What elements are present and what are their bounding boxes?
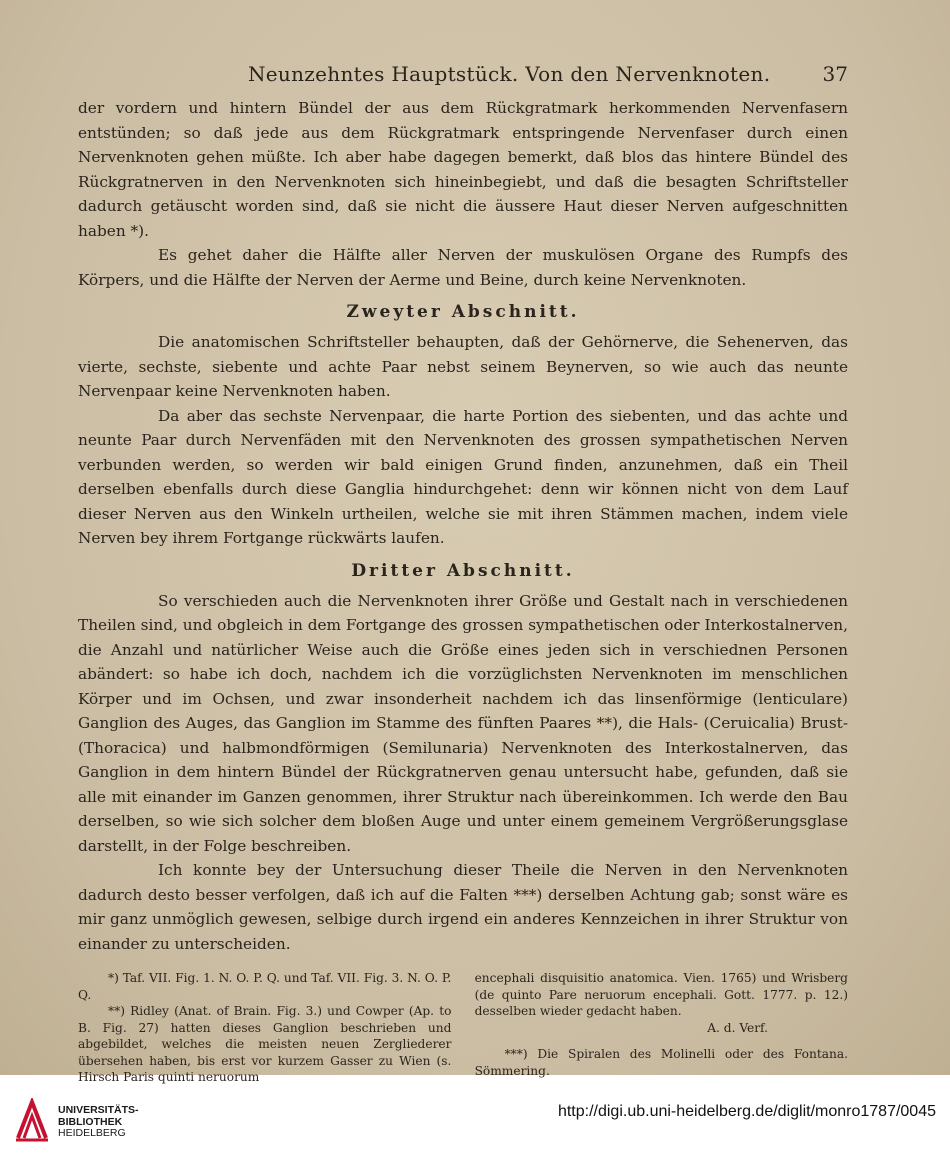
footnote-signature: A. d. Verf. xyxy=(707,1020,768,1035)
footnote-continued: encephali disquisitio anatomica. Vien. 1765) und Wrisberg (de quinto Pare neruorum encephali. Gott. 1777. p. 12.) desselben wieder gedacht haben. xyxy=(474,971,848,1018)
footnote: *) Taf. VII. Fig. 1. N. O. P. Q. und Taf. VII. Fig. 3. N. O. P. Q. xyxy=(78,971,452,1002)
footnotes-right-column xyxy=(475,970,848,1086)
source-url-link[interactable]: http://digi.ub.uni-heidelberg.de/diglit/monro1787/0045 xyxy=(557,1103,936,1120)
section-heading-2: Zweyter Abschnitt. xyxy=(346,302,580,322)
section-heading-3: Dritter Abschnitt. xyxy=(351,560,575,581)
library-seal-icon xyxy=(14,1098,50,1142)
library-logo[interactable] xyxy=(14,1098,314,1144)
paragraph: der vordern und hintern Bündel der aus dem Rückgratmark herkommenden Nervenfasern entstünden; so daß jede aus dem Rückgratmark entspringende Nervenfaser durch einen Nervenknoten gehen müßte. Ich aber habe dagegen bemerkt, daß blos das hintere Bündel des Rückgratnerven in den Nervenknoten sich hineinbegiebt, und daß die besagten Schriftsteller dadurch getäuscht worden sind, daß sie nicht die äussere Haut dieser Nerven aufgeschnitten haben *). xyxy=(78,99,848,240)
header-title: Neunzehntes Hauptstück. Von den Nervenknoten. xyxy=(248,62,771,86)
running-header xyxy=(78,58,848,96)
paragraph: Es gehet daher die Hälfte aller Nerven der muskulösen Organe des Rumpfs des Körpers, und die Hälfte der Nerven der Aerme und Beine, durch keine Nervenknoten. xyxy=(78,246,848,289)
library-name-line2: BIBLIOTHEK xyxy=(58,1115,123,1128)
library-name xyxy=(58,1105,139,1140)
paragraph: Ich konnte bey der Untersuchung dieser Theile die Nerven in den Nervenknoten dadurch desto besser verfolgen, daß ich auf die Falten ***) derselben Achtung gab; sonst wäre es mir ganz unmöglich gewesen, selbige durch irgend ein anderes Kennzeichen in ihrer Struktur von einander zu unterscheiden. xyxy=(78,861,848,953)
paragraph: Da aber das sechste Nervenpaar, die harte Portion des siebenten, und das achte und neunte Paar durch Nervenfäden mit den Nervenknoten des grossen sympathetischen Nerven verbunden werden, so werden wir bald einigen Grund finden, anzunehmen, daß ein Theil derselben ebenfalls durch diese Ganglia hindurchgehet: denn wir können nicht von dem Lauf dieser Nerven aus den Winkeln urtheilen, welche sie mit ihren Stämmen machen, indem viele Nerven bey ihrem Fortgange rückwärts laufen. xyxy=(78,406,848,547)
footnote: ***) Die Spiralen des Molinelli oder des Fontana. Sömmering. xyxy=(474,1047,848,1078)
paragraph: Die anatomischen Schriftsteller behaupten, daß der Gehörnerve, die Sehenerven, das vierte, sechste, siebente und achte Paar nebst seinem Beynerven, so wie auch das neunte Nervenpaar keine Nervenknoten haben. xyxy=(78,333,848,400)
footnotes xyxy=(78,970,848,1086)
page-content xyxy=(78,58,848,1086)
page-number: 37 xyxy=(822,62,848,86)
library-name-line3: HEIDELBERG xyxy=(58,1127,126,1139)
library-name-line1: UNIVERSITÄTS- xyxy=(58,1104,139,1116)
footnote: **) Ridley (Anat. of Brain. Fig. 3.) und Cowper (Ap. to B. Fig. 27) hatten dieses Ganglion beschrieben und abgebildet, welches die meisten neuen Zergliederer übersehen haben, bis erst vor kurzem Gasser zu Wien (s. Hirsch Paris quinti neruorum xyxy=(78,1004,452,1084)
footnotes-left-column xyxy=(78,970,451,1086)
paragraph: So verschieden auch die Nervenknoten ihrer Größe und Gestalt nach in verschiedenen Theilen sind, und obgleich in dem Fortgange des grossen sympathetischen oder Interkostalnerven, die Anzahl und natürlicher Weise auch die Größe eines jeden sich in verschiednen Personen abändert: so habe ich doch, nachdem ich die vorzüglichsten Nervenknoten im menschlichen Körper und im Ochsen, und zwar insonderheit nachdem ich das linsenförmige (lenticulare) Ganglion des Auges, das Ganglion im Stamme des fünften Paares **), die Hals- (Ceruicalia) Brust- (Thoracica) und halbmondförmigen (Semilunaria) Nervenknoten des Interkostalnerven, das Ganglion in dem hintern Bündel der Rückgratnerven genau untersucht habe, gefunden, daß sie alle mit einander im Ganzen genommen, ihrer Struktur nach übereinkommen. Ich werde den Bau derselben, so wie sich solcher dem bloßen Auge und unter einem gemeinem Vergrößerungsglase darstellt, in der Folge beschreiben. xyxy=(78,591,848,855)
